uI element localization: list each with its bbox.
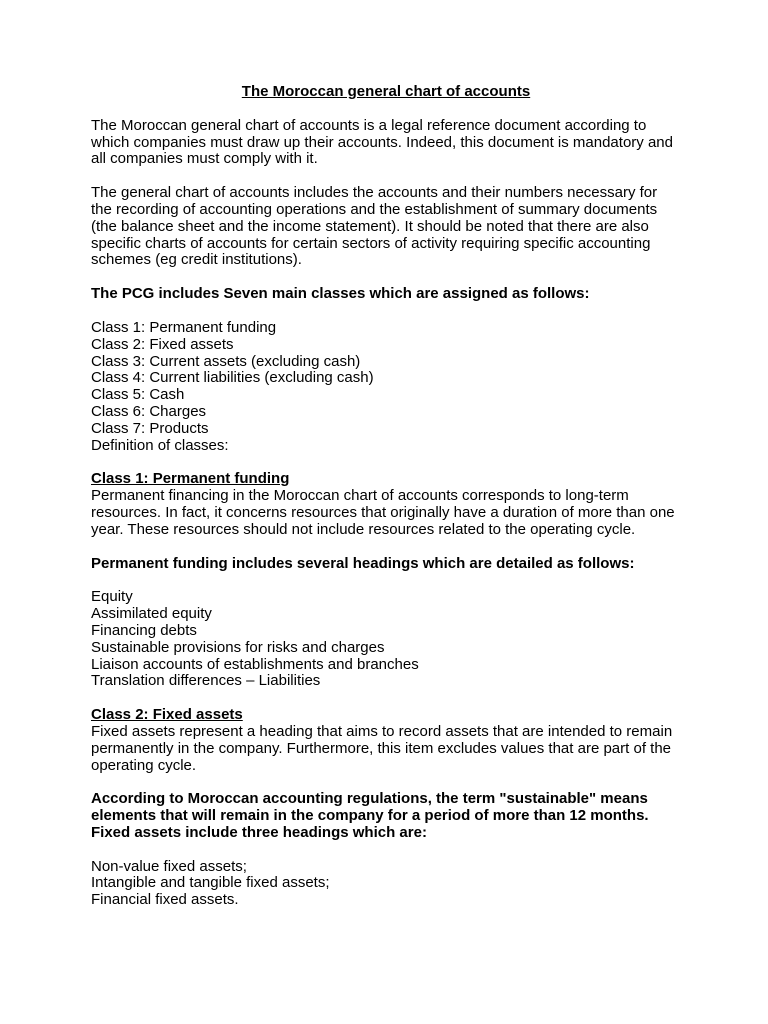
list-item: Class 7: Products bbox=[91, 419, 209, 437]
list-item: Class 4: Current liabilities (excluding cash) bbox=[91, 369, 374, 387]
list-item: Class 1: Permanent funding bbox=[91, 318, 277, 336]
class1-paragraph: Permanent financing in the Moroccan chart of accounts corresponds to long-term resources. In fact, it concerns resources that originally have a duration of more than one year. These resources should not include resources related to the operating cycle. bbox=[91, 487, 675, 538]
list-item: Sustainable provisions for risks and charges bbox=[91, 638, 385, 656]
class2-paragraph: Fixed assets represent a heading that aims to record assets that are intended to remain permanently in the company. Furthermore, this item excludes values that are part of the operating cycle. bbox=[91, 722, 673, 774]
list-item: Class 6: Charges bbox=[91, 402, 207, 420]
list-item: Financial fixed assets. bbox=[91, 891, 239, 909]
classes-intro: The PCG includes Seven main classes which are assigned as follows: bbox=[91, 285, 590, 303]
list-item: Class 2: Fixed assets bbox=[91, 335, 234, 353]
class2-items-list bbox=[91, 859, 681, 909]
class2-regulation-note: According to Moroccan accounting regulations, the term "sustainable" means elements that will remain in the company for a period of more than 12 months. Fixed assets include three headings which are: bbox=[91, 790, 649, 841]
class1-headings-intro: Permanent funding includes several headings which are detailed as follows: bbox=[91, 554, 635, 572]
list-item: Non-value fixed assets; bbox=[91, 857, 247, 875]
second-paragraph: The general chart of accounts includes the accounts and their numbers necessary for the recording of accounting operations and the establishment of summary documents (the balance sheet and the income statement). It should be noted that there are also specific charts of accounts for certain sectors of activity requiring specific accounting schemes (eg credit institutions). bbox=[91, 184, 658, 269]
list-item: Liaison accounts of establishments and branches bbox=[91, 655, 419, 673]
document-page bbox=[91, 84, 681, 926]
intro-paragraph: The Moroccan general chart of accounts is a legal reference document according to which companies must draw up their accounts. Indeed, this document is mandatory and all companies must comply with it. bbox=[91, 116, 673, 168]
classes-list bbox=[91, 320, 681, 454]
class2-heading: Class 2: Fixed assets bbox=[91, 706, 243, 724]
list-item: Financing debts bbox=[91, 621, 197, 639]
list-item: Intangible and tangible fixed assets; bbox=[91, 874, 330, 892]
list-item: Class 5: Cash bbox=[91, 386, 185, 404]
list-item: Definition of classes: bbox=[91, 436, 229, 454]
list-item: Class 3: Current assets (excluding cash) bbox=[91, 352, 361, 370]
list-item: Translation differences – Liabilities bbox=[91, 672, 321, 690]
list-item: Assimilated equity bbox=[91, 605, 212, 623]
document-title: The Moroccan general chart of accounts bbox=[241, 83, 531, 100]
list-item: Equity bbox=[91, 588, 133, 606]
class1-items-list bbox=[91, 589, 681, 690]
class1-heading: Class 1: Permanent funding bbox=[91, 470, 290, 488]
